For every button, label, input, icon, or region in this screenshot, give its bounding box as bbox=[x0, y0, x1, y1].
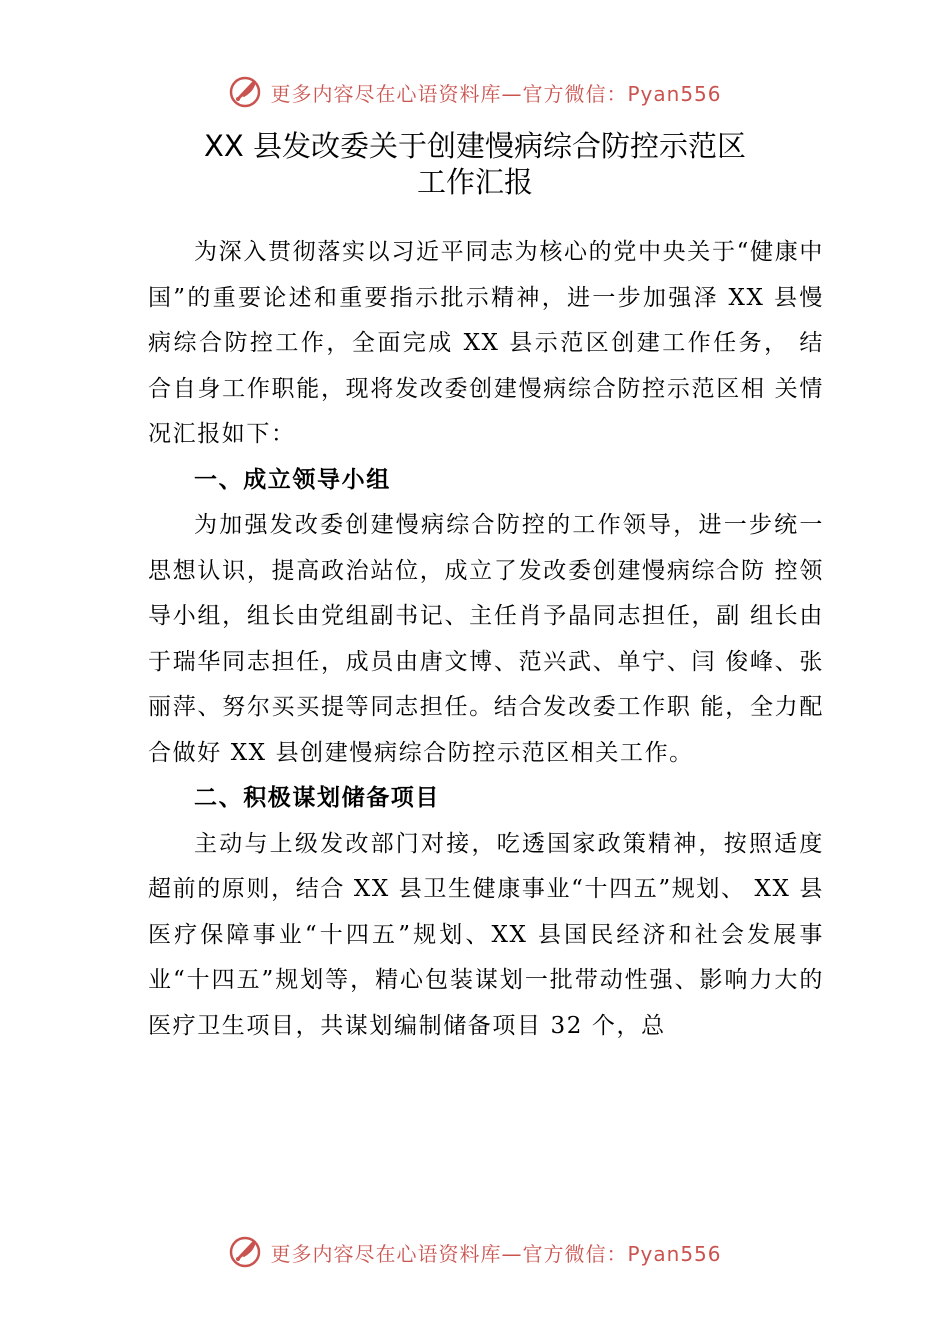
section-1-paragraph: 为加强发改委创建慢病综合防控的工作领导，进一步统一思想认识，提高政治站位，成立了发改委创建慢病综合防 控领导小组，组长由党组副书记、主任肖予晶同志担任，副 组长由于瑞华同志担任，成员由唐文博、范兴武、单宁、闫 俊峰、张丽萍、努尔买买提等同志担任。结合发改委工作职 能，全力配合做好 XX 县创建慢病综合防控示范区相关工作。 bbox=[148, 512, 824, 766]
document-body bbox=[148, 230, 824, 1049]
section-2-paragraph: 主动与上级发改部门对接，吃透国家政策精神，按照适度超前的原则，结合 XX 县卫生健康事业“十四五”规划、 XX 县医疗保障事业“十四五”规划、XX 县国民经济和社会发展事业“十四五”规划等，精心包装谋划一批带动性强、影响力大的医疗卫生项目，共谋划编制储备项目 32 个，总 bbox=[148, 830, 824, 1039]
intro-paragraph: 为深入贯彻落实以习近平同志为核心的党中央关于“健康中国”的重要论述和重要指示批示精神，进一步加强泽 XX 县慢病综合防控工作，全面完成 XX 县示范区创建工作任务， 结合自身工作职能，现将发改委创建慢病综合防控示范区相 关情况汇报如下： bbox=[148, 239, 824, 447]
header-watermark bbox=[0, 72, 950, 112]
section-1-heading: 一、成立领导小组 bbox=[194, 466, 391, 493]
quill-logo-icon bbox=[228, 1235, 262, 1269]
watermark-wechat-id: Pyan556 bbox=[627, 81, 722, 106]
title-line-1: XX 县发改委关于创建慢病综合防控示范区 bbox=[204, 129, 746, 163]
section-2-heading: 二、积极谋划储备项目 bbox=[194, 785, 440, 811]
watermark-text: 更多内容尽在心语资料库—官方微信：Pyan556 bbox=[270, 1241, 722, 1266]
watermark-wechat-id: Pyan556 bbox=[627, 1241, 722, 1266]
footer-watermark bbox=[0, 1232, 950, 1272]
title-line-2: 工作汇报 bbox=[416, 165, 533, 199]
watermark-text: 更多内容尽在心语资料库—官方微信：Pyan556 bbox=[270, 81, 722, 106]
quill-logo-icon bbox=[228, 75, 262, 109]
document-title bbox=[0, 128, 950, 200]
